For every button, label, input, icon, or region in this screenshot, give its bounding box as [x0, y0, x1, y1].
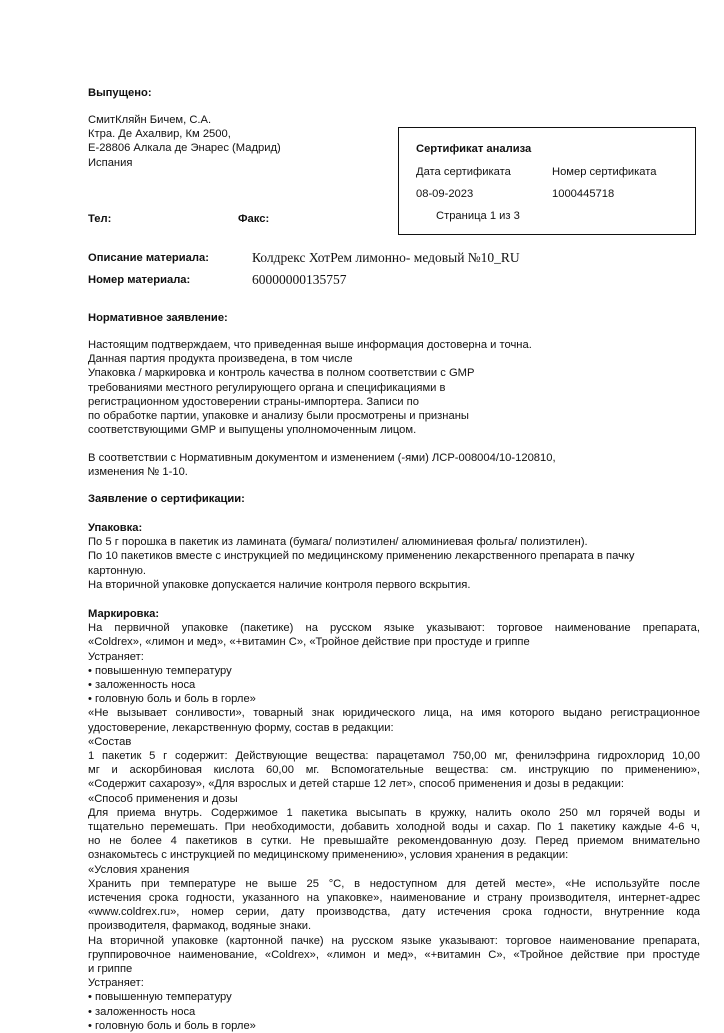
- marking-line: истечения срока годности, указанного на упаковке», наименование и страну производителя, интернет-адрес: [88, 892, 700, 905]
- marking-line: но не более 4 пакетиков в сутки. Не превышайте рекомендованную дозу. Перед приемом внимательно: [88, 835, 700, 848]
- packaging-line: картонную.: [88, 564, 147, 577]
- normative-line: регистрационном удостоверении страны-импортера. Записи по: [88, 395, 419, 408]
- normative-line: Настоящим подтверждаем, что приведенная выше информация достоверна и точна.: [88, 339, 532, 351]
- marking-line: Устраняет:: [88, 977, 144, 990]
- normative-line: требованиями местного регулирующего органа и спецификациями в: [88, 381, 446, 394]
- normative-heading: Нормативное заявление:: [88, 312, 228, 324]
- material-number-value: 60000000135757: [252, 272, 347, 287]
- issuer-line: Е-28806 Алкала де Энарес (Мадрид): [88, 142, 281, 155]
- marking-line: группировочное наименование, «Coldrex», «лимон и мед», «+витамин С», «Тройное действие при простуде: [88, 948, 700, 961]
- certification-heading: Заявление о сертификации:: [88, 493, 245, 505]
- marking-line: тщательно перемешать. При необходимости, добавить холодной воды и сахар. По 1 пакетику каждые 4-6 ч,: [88, 821, 700, 834]
- marking-line: «Способ применения и дозы: [88, 792, 238, 805]
- packaging-section: [88, 521, 700, 592]
- packaging-line: По 10 пакетиков вместе с инструкцией по медицинскому применению лекарственного препарата в пачку: [88, 550, 635, 563]
- normative-line: по обработке партии, упаковке и анализу были просмотрены и признаны: [88, 410, 469, 423]
- issuer-line: Ктра. Де Ахалвир, Км 2500,: [88, 128, 231, 141]
- certificate-number-value: 1000445718: [552, 188, 615, 200]
- marking-line: «Состав: [88, 735, 132, 748]
- marking-line: • повышенную температуру: [88, 991, 232, 1004]
- marking-heading: Маркировка:: [88, 608, 160, 620]
- marking-line: Устраняет:: [88, 650, 144, 663]
- certificate-title: Сертификат анализа: [416, 143, 532, 155]
- marking-line: Для приема внутрь. Содержимое 1 пакетика высыпать в кружку, налить около 250 мл горячей воды и: [88, 806, 700, 819]
- marking-line: • заложенность носа: [88, 679, 196, 692]
- certificate-date-value: 08-09-2023: [416, 188, 474, 200]
- marking-line: Хранить при температуре не выше 25 °С, в недоступном для детей месте», «Не используйте после: [88, 877, 700, 890]
- material-number-label: Номер материала:: [88, 274, 191, 286]
- compliance-line: изменения № 1-10.: [88, 466, 188, 479]
- material-desc-value: Колдрекс ХотРем лимонно- медовый №10_RU: [252, 250, 520, 265]
- marking-section: [88, 607, 700, 1033]
- marking-line: удостоверение, лекарственную форму, состав в редакции:: [88, 721, 394, 734]
- marking-line: «Условия хранения: [88, 863, 190, 876]
- normative-text: [88, 338, 700, 437]
- packaging-heading: Упаковка:: [88, 522, 143, 534]
- packaging-line: На вторичной упаковке допускается наличие контроля первого вскрытия.: [88, 578, 471, 591]
- normative-line: Данная партия продукта произведена, в том числе: [88, 353, 353, 366]
- fax-label: Факс:: [238, 213, 270, 225]
- certificate-page: Страница 1 из 3: [436, 210, 520, 222]
- compliance-line: В соответствии с Нормативным документом и изменением (-ями) ЛСР-008004/10-120810,: [88, 452, 556, 464]
- issuer-line: Испания: [88, 156, 133, 169]
- marking-line: производителя, фармакод, водяные знаки.: [88, 920, 312, 933]
- marking-line: • повышенную температуру: [88, 664, 232, 677]
- issued-heading: Выпущено:: [88, 87, 152, 99]
- packaging-line: По 5 г порошка в пакетик из ламината (бумага/ полиэтилен/ алюминиевая фольга/ полиэтилен).: [88, 536, 588, 549]
- certificate-number-label: Номер сертификата: [552, 166, 657, 178]
- marking-line: «Coldrex», «лимон и мед», «+витамин С», «Тройное действие при простуде и гриппе: [88, 636, 530, 649]
- marking-line: На вторичной упаковке (картонной пачке) на русском языке указывают: торговое наименование препарата,: [88, 934, 700, 947]
- phone-label: Тел:: [88, 213, 112, 225]
- marking-line: • заложенность носа: [88, 1005, 196, 1018]
- material-desc-label: Описание материала:: [88, 252, 209, 264]
- marking-line: • головную боль и боль в горле»: [88, 693, 256, 706]
- compliance-text: [88, 451, 700, 479]
- marking-line: «Не вызывает сонливости», товарный знак юридического лица, на имя которого выдано регистрационное: [88, 707, 700, 720]
- normative-line: Упаковка / маркировка и контроль качества в полном соответствии с GMP: [88, 367, 475, 380]
- marking-line: На первичной упаковке (пакетике) на русском языке указывают: торговое наименование препарата,: [88, 622, 700, 635]
- issuer-line: СмитКляйн Бичем, С.А.: [88, 114, 212, 126]
- marking-line: и гриппе: [88, 963, 133, 976]
- marking-line: 1 пакетик 5 г содержит: Действующие вещества: парацетамол 750,00 мг, фенилэфрина гидрохлорид 10,00: [88, 750, 700, 763]
- marking-line: ознакомьтесь с инструкцией по медицинскому применению», условия хранения в редакции:: [88, 849, 569, 862]
- marking-line: «www.coldrex.ru», номер серии, дату производства, дату истечения срока годности, внутренние кода: [88, 906, 700, 919]
- certificate-box: [398, 127, 696, 235]
- marking-line: • головную боль и боль в горле»: [88, 1019, 256, 1032]
- certificate-date-label: Дата сертификата: [416, 166, 511, 178]
- normative-line: соответствующими GMP и выпущены уполномоченным лицом.: [88, 424, 417, 437]
- marking-line: мг и аскорбиновая кислота 60,00 мг. Вспомогательные вещества: см. инструкцию по применению»,: [88, 764, 700, 777]
- marking-line: «Содержит сахарозу», «Для взрослых и детей старше 12 лет», способ применения и дозы в редакции:: [88, 778, 625, 791]
